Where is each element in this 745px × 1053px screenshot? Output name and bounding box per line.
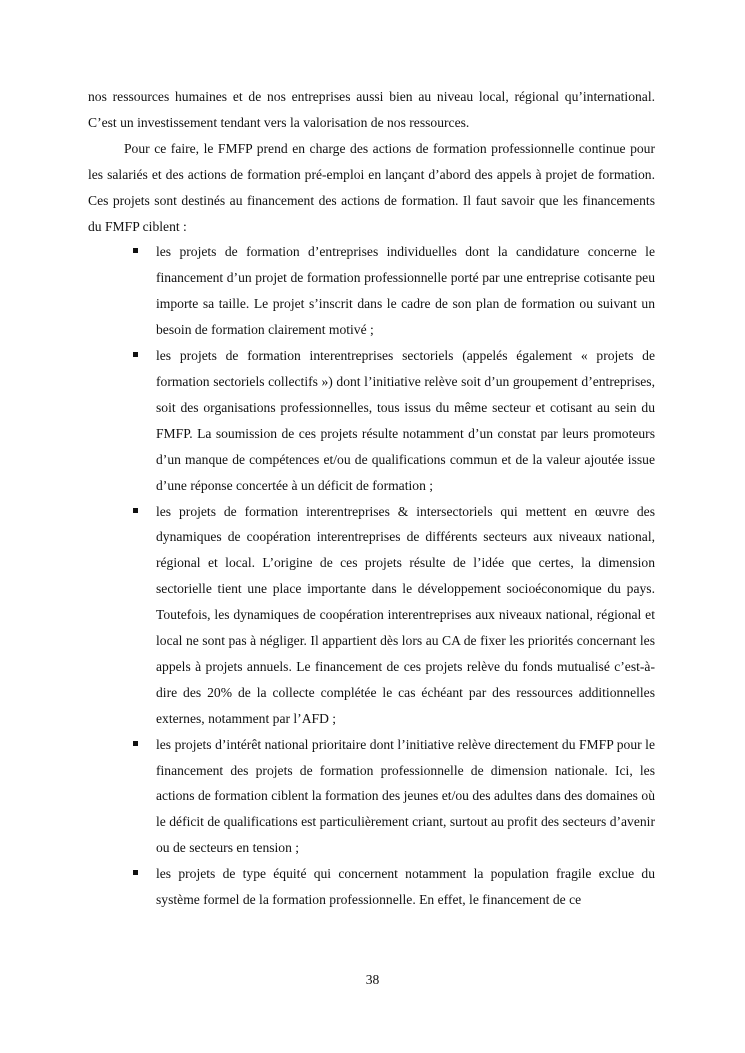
page-number: 38	[365, 972, 380, 987]
square-bullet-icon	[133, 248, 138, 253]
paragraph-continuation: nos ressources humaines et de nos entreprises aussi bien au niveau local, régional qu’international. C’est un investissement tendant vers la valorisation de nos ressources.	[88, 89, 655, 130]
financing-target-list	[88, 239, 655, 913]
square-bullet-icon	[133, 352, 138, 357]
list-item: les projets d’intérêt national prioritaire dont l’initiative relève directement du FMFP pour le financement des projets de formation professionnelle de dimension nationale. Ici, les actions de formation ciblent la formation des jeunes et/ou des adultes dans des domaines où le déficit de qualifications est particulièrement criant, surtout au profit des secteurs d’avenir ou de secteurs en tension ;	[88, 732, 655, 862]
square-bullet-icon	[133, 741, 138, 746]
list-item: les projets de formation interentreprises & intersectoriels qui mettent en œuvre des dynamiques de coopération interentreprises de différents secteurs aux niveaux national, régional et local. L’origine de ces projets résulte de l’idée que certes, la dimension sectorielle tient une place importante dans le développement socioéconomique du pays. Toutefois, les dynamiques de coopération interentreprises aux niveaux national, régional et local ne sont pas à négliger. Il appartient dès lors au CA de fixer les priorités concernant les appels à projets annuels. Le financement de ces projets relève du fonds mutualisé c’est-à-dire des 20% de la collecte complétée le cas échéant par des ressources additionnelles externes, notamment par l’AFD ;	[88, 499, 655, 732]
list-item: les projets de formation d’entreprises individuelles dont la candidature concerne le financement d’un projet de formation professionnelle porté par une entreprise cotisante peu importe sa taille. Le projet s’inscrit dans le cadre de son plan de formation ou suivant un besoin de formation clairement motivé ;	[88, 239, 655, 343]
square-bullet-icon	[133, 870, 138, 875]
list-item: les projets de formation interentreprises sectoriels (appelés également « projets de formation sectoriels collectifs ») dont l’initiative relève soit d’un groupement d’entreprises, soit des organisations professionnelles, tous issus du même secteur et cotisant au sein du FMFP. La soumission de ces projets résulte notamment d’un constat par leurs promoteurs d’un manque de compétences et/ou de qualifications commun et de la valeur ajoutée issue d’une réponse concertée à un déficit de formation ;	[88, 343, 655, 498]
page-body	[88, 84, 655, 913]
square-bullet-icon	[133, 508, 138, 513]
paragraph-fmfp: Pour ce faire, le FMFP prend en charge des actions de formation professionnelle continue pour les salariés et des actions de formation pré-emploi en lançant d’abord des appels à projet de formation. Ces projets sont destinés au financement des actions de formation. Il faut savoir que les financements du FMFP ciblent :	[88, 140, 655, 234]
list-item: les projets de type équité qui concernent notamment la population fragile exclue du système formel de la formation professionnelle. En effet, le financement de ce	[88, 861, 655, 913]
